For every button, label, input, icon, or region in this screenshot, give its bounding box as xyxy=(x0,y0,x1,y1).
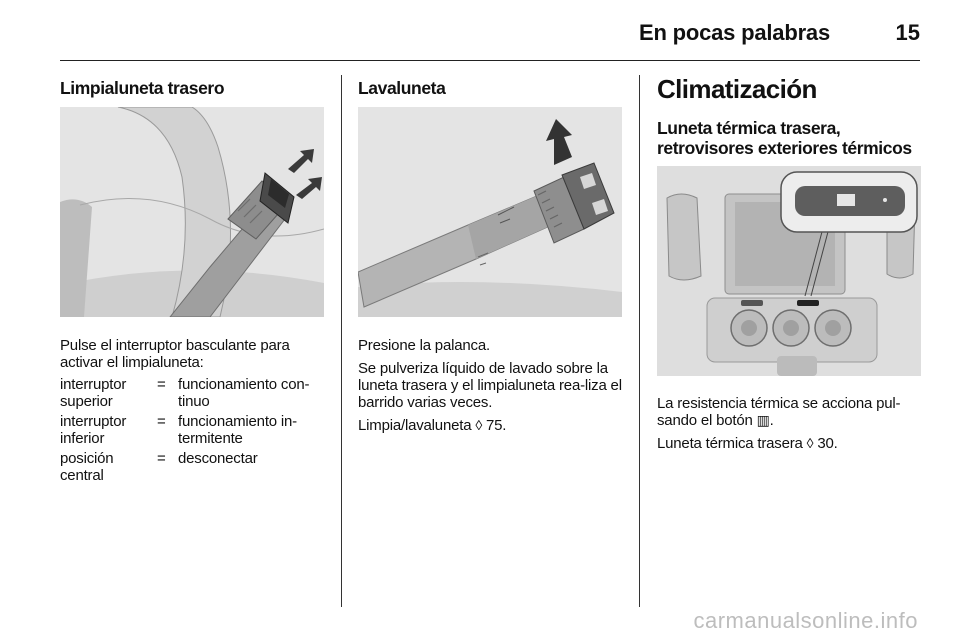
definition-equals: = xyxy=(157,413,166,430)
rear-wiper-intro: Pulse el interruptor basculante para activar el limpialuneta: xyxy=(60,337,290,371)
section-heading-rear-wiper: Limpialuneta trasero xyxy=(60,78,225,98)
cross-reference-washer xyxy=(358,417,622,434)
figure-heated-rear-window-button xyxy=(657,166,921,376)
header-rule xyxy=(60,60,920,61)
sentence-end: . xyxy=(769,412,774,429)
definition-description: desconectar xyxy=(178,450,258,467)
definition-term: interruptor superior xyxy=(60,376,127,410)
cross-reference-page: 30. xyxy=(817,435,838,452)
subheading-heated-window xyxy=(657,118,927,158)
definition-description: funcionamiento in-termitente xyxy=(178,413,297,447)
definition-row xyxy=(60,413,325,449)
illustration-washer-lever xyxy=(358,107,622,317)
illustration-dashboard-console xyxy=(657,166,921,376)
cross-reference-page: 75. xyxy=(486,417,507,434)
definition-equals: = xyxy=(157,450,166,467)
paragraph-press-lever: Presione la palanca. xyxy=(358,337,490,354)
paragraph-heated-window xyxy=(657,395,923,429)
cross-reference-label: Luneta térmica trasera xyxy=(657,435,803,452)
definition-row xyxy=(60,376,325,412)
heated-window-instruction: La resistencia térmica se acciona pul-sando el botón xyxy=(657,395,901,429)
paragraph-washer-description: Se pulveriza líquido de lavado sobre la luneta trasera y el limpialuneta rea-liza el barrido varias veces. xyxy=(358,360,622,411)
column-divider-1 xyxy=(341,75,342,607)
page-reference-icon: ◊ xyxy=(475,417,483,433)
heated-rear-window-icon: ▥ xyxy=(756,412,770,428)
definition-equals: = xyxy=(157,376,166,393)
section-heading-rear-washer: Lavaluneta xyxy=(358,78,446,98)
definition-term: posición central xyxy=(60,450,114,484)
definition-row xyxy=(60,450,325,486)
section-heading-climate: Climatización xyxy=(657,74,817,104)
running-header-title: En pocas palabras xyxy=(638,20,830,45)
subheading-line: retrovisores exteriores térmicos xyxy=(657,138,912,158)
page-number: 15 xyxy=(895,20,920,45)
cross-reference-label: Limpia/lavaluneta xyxy=(358,417,472,434)
rear-washer-text xyxy=(358,337,622,440)
cross-reference-heated-window xyxy=(657,435,923,452)
subheading-line: Luneta térmica trasera, xyxy=(657,118,841,138)
page-reference-icon: ◊ xyxy=(806,435,814,451)
figure-rear-washer-lever xyxy=(358,107,622,317)
definition-description: funcionamiento con-tinuo xyxy=(178,376,310,410)
watermark: carmanualsonline.info xyxy=(693,608,918,633)
illustration-wiper-stalk xyxy=(60,107,324,317)
figure-rear-wiper-switch xyxy=(60,107,324,317)
climate-text xyxy=(657,395,923,458)
column-divider-2 xyxy=(639,75,640,607)
definition-term: interruptor inferior xyxy=(60,413,127,447)
